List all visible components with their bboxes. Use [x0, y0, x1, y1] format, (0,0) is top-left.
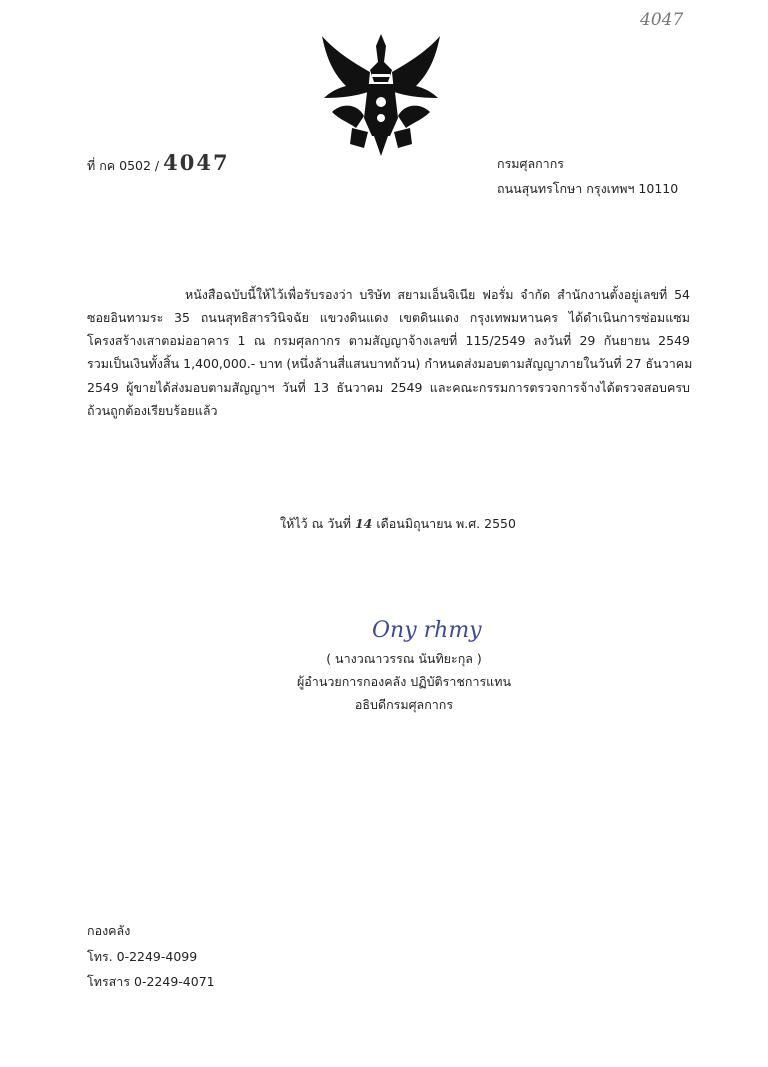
- body-line: โครงสร้างเสาตอม่ออาคาร 1 ณ กรมศุลกากร ตามสัญญาจ้างเลขที่ 115/2549 ลงวันที่ 29 กันยายน 2549: [87, 333, 690, 348]
- body-line: ซอยอินทามระ 35 ถนนสุทธิสารวินิจฉัย แขวงดินแดง เขตดินแดง กรุงเทพมหานคร ได้ดำเนินการซ่อมแซม: [87, 310, 690, 325]
- document-number: [87, 150, 230, 176]
- garuda-emblem-icon: [312, 32, 450, 162]
- issue-date-line: [280, 514, 516, 534]
- sender-organization: กรมศุลกากร: [497, 156, 564, 171]
- body-line: ถ้วนถูกต้องเรียบร้อยแล้ว: [87, 403, 218, 418]
- footer-division: กองคลัง: [87, 923, 131, 938]
- sender-address: ถนนสุนทรโกษา กรุงเทพฯ 10110: [497, 181, 679, 196]
- signatory-name: ( นางวณาวรรณ นันทิยะกุล ): [326, 651, 482, 666]
- document-number-stamp: 4047: [163, 150, 230, 175]
- issue-date-suffix: เดือนมิถุนายน พ.ศ. 2550: [376, 516, 516, 531]
- body-line: หนังสือฉบับนี้ให้ไว้เพื่อรับรองว่า บริษัท สยามเอ็นจิเนีย ฟอรั่ม จำกัด สำนักงานตั้งอยู่เลขที่ 54: [185, 287, 690, 302]
- handwritten-signature: Ony rhmy: [372, 618, 482, 643]
- footer-fax: โทรสาร 0-2249-4071: [87, 974, 215, 989]
- issue-date-prefix: ให้ไว้ ณ วันที่: [280, 516, 351, 531]
- signatory-title: ผู้อำนวยการกองคลัง ปฏิบัติราชการแทน: [296, 674, 512, 689]
- handwritten-reference-number: 4047: [640, 10, 684, 30]
- issue-date-day: 14: [354, 516, 373, 531]
- document-number-prefix: ที่ กค 0502 /: [87, 158, 160, 173]
- signatory-on-behalf: อธิบดีกรมศุลกากร: [354, 697, 454, 712]
- footer-phone: โทร. 0-2249-4099: [87, 949, 198, 964]
- body-line: 2549 ผู้ขายได้ส่งมอบตามสัญญาฯ วันที่ 13 ธันวาคม 2549 และคณะกรรมการตรวจการจ้างได้ตรวจสอบครบ: [87, 380, 690, 395]
- body-line: รวมเป็นเงินทั้งสิ้น 1,400,000.- บาท (หนึ่งล้านสี่แสนบาทถ้วน) กำหนดส่งมอบตามสัญญาภายในวันที่ 27 ธันวาคม: [87, 356, 693, 371]
